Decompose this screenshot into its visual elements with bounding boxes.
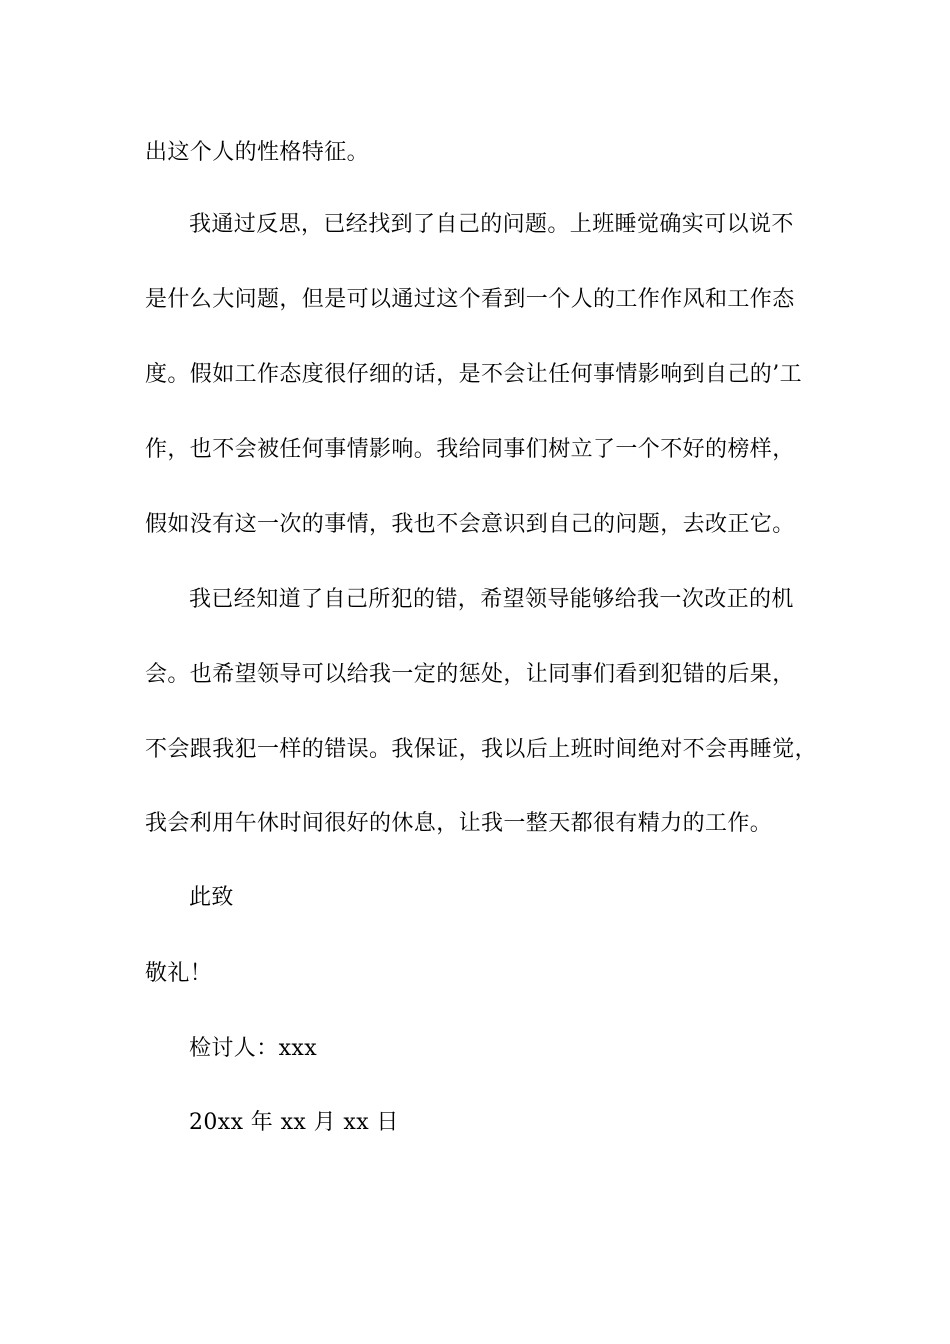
paragraph-line-6: 假如没有这一次的事情，我也不会意识到自己的问题，去改正它。 [145, 512, 795, 537]
paragraph-line-8: 会。也希望领导可以给我一定的惩处，让同事们看到犯错的后果， [145, 662, 795, 687]
paragraph-line-10: 我会利用午休时间很好的休息，让我一整天都很有精力的工作。 [145, 811, 773, 836]
paragraph-line-9: 不会跟我犯一样的错误。我保证，我以后上班时间绝对不会再睡觉， [145, 737, 818, 762]
paragraph-line-1: 出这个人的性格特征。 [145, 140, 370, 165]
paragraph-line-4: 度。假如工作态度很仔细的话，是不会让任何事情影响到自己的’工 [145, 362, 802, 387]
paragraph-line-3: 是什么大问题，但是可以通过这个看到一个人的工作作风和工作态 [145, 287, 795, 312]
closing-salutation: 此致 [189, 885, 234, 910]
date-line: 20xx 年 xx 月 xx 日 [189, 1110, 399, 1135]
signature-line: 检讨人：xxx [189, 1036, 318, 1061]
paragraph-line-7: 我已经知道了自己所犯的错，希望领导能够给我一次改正的机 [189, 587, 794, 612]
closing-respect: 敬礼！ [145, 961, 213, 986]
paragraph-line-2: 我通过反思，已经找到了自己的问题。上班睡觉确实可以说不 [189, 212, 794, 237]
paragraph-line-5: 作，也不会被任何事情影响。我给同事们树立了一个不好的榜样， [145, 437, 795, 462]
